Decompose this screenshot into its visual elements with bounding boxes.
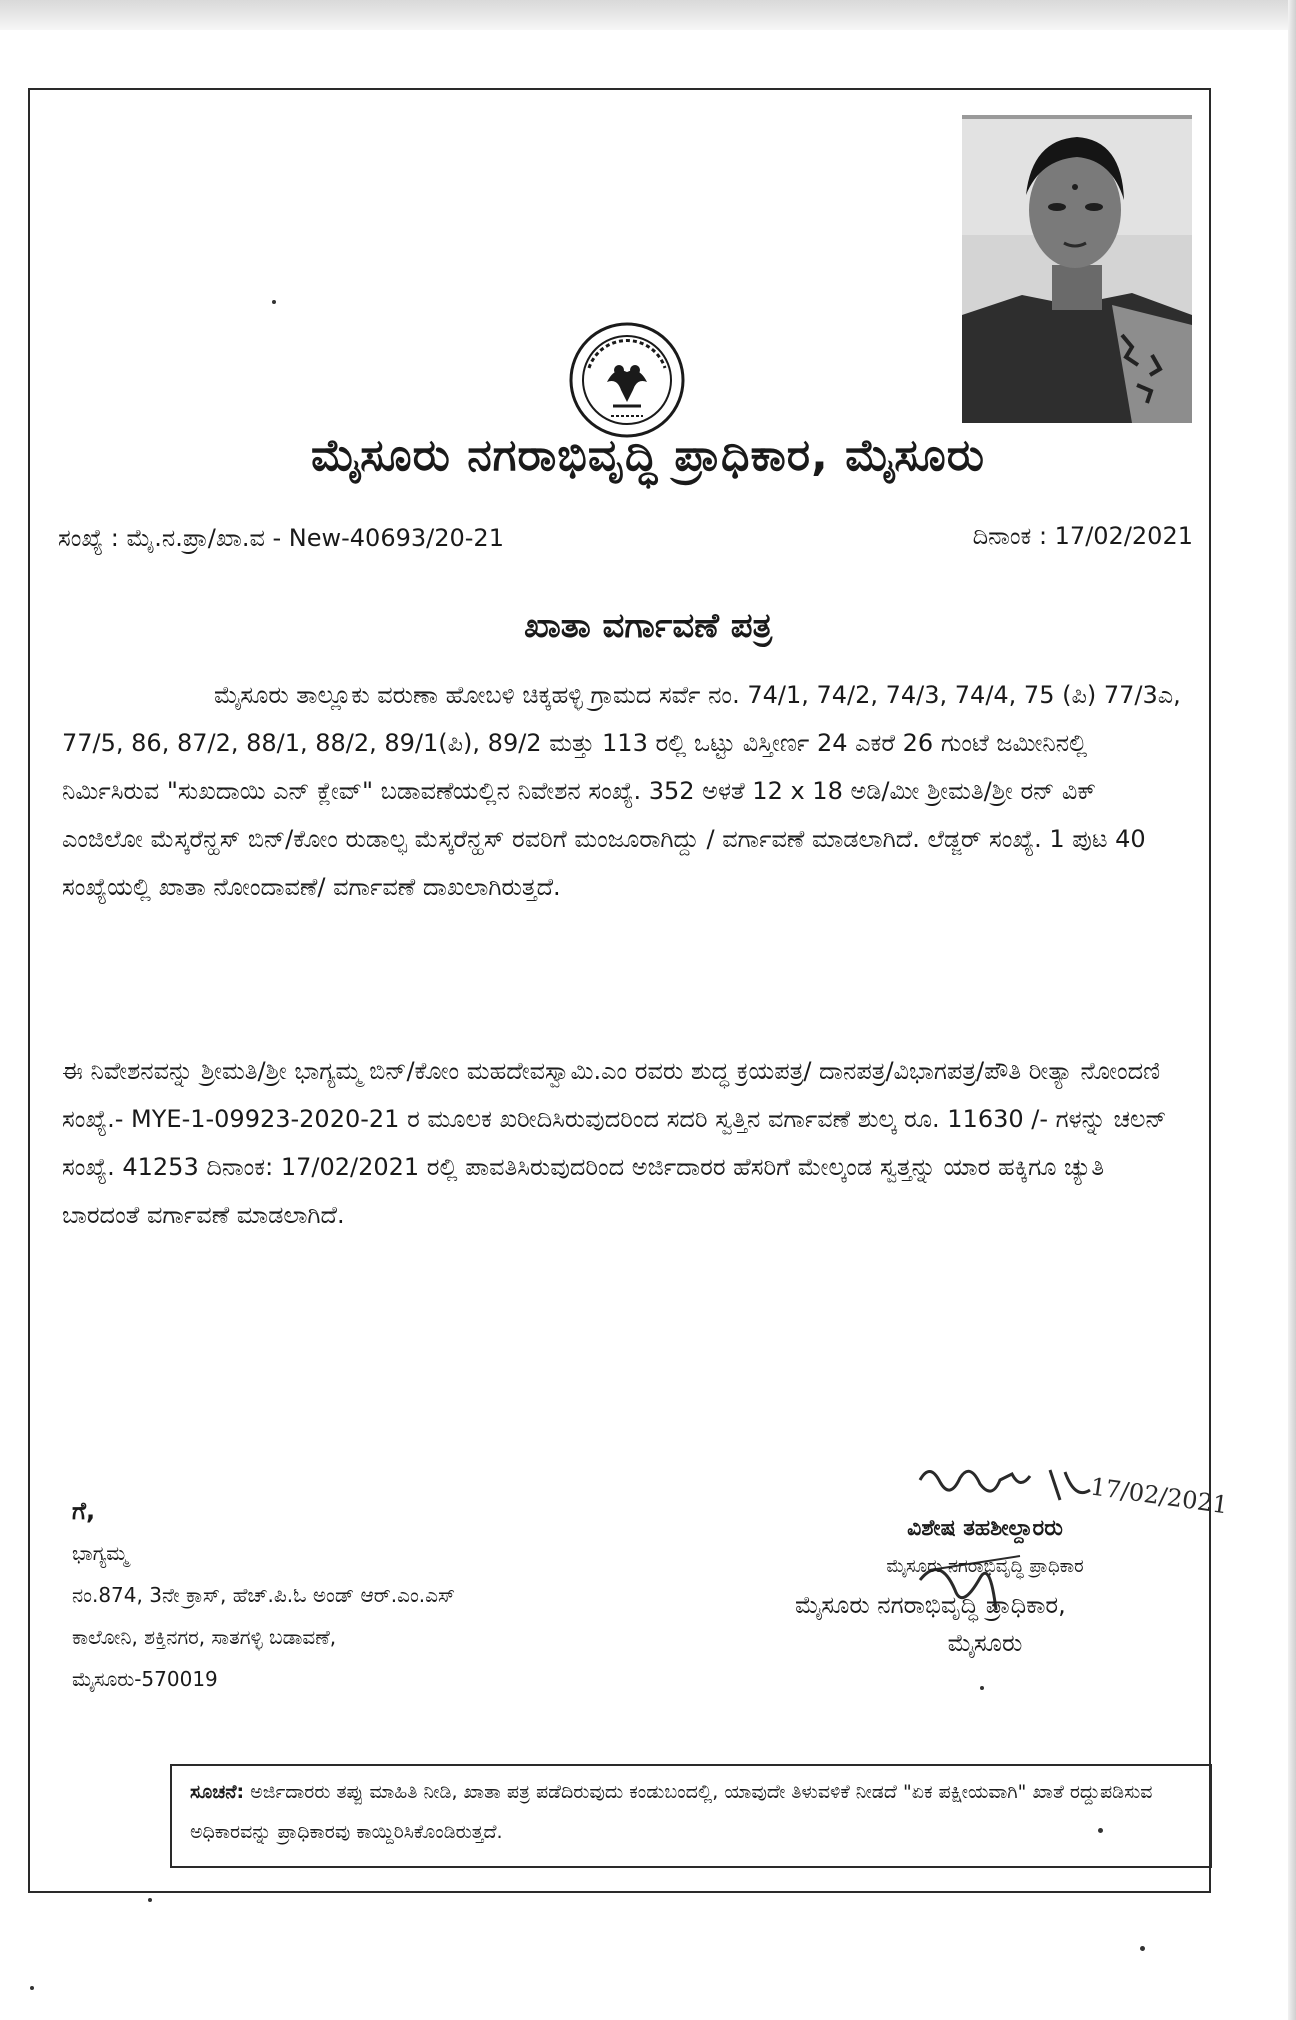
- signatory-block: [795, 1510, 1175, 1662]
- document-title: ಮೈಸೂರು ನಗರಾಭಿವೃದ್ಧಿ ಪ್ರಾಧಿಕಾರ, ಮೈಸೂರು: [311, 430, 985, 481]
- body-paragraph-1: ಮೈಸೂರು ತಾಲ್ಲೂಕು ವರುಣಾ ಹೋಬಳಿ ಚಿಕ್ಕಹಳ್ಳಿ ಗ್ರಾಮದ ಸರ್ವೆ ನಂ. 74/1, 74/2, 74/3, 74/4, 75 (ಪಿ) 77/3ಎ, 77/5, 86, 87/2, 88/1, 88/2, 89/1(ಪಿ), 89/2 ಮತ್ತು 113 ರಲ್ಲಿ ಒಟ್ಟು ವಿಸ್ತೀರ್ಣ 24 ಎಕರೆ 26 ಗುಂಟೆ ಜಮೀನಿನಲ್ಲಿ ನಿರ್ಮಿಸಿರುವ "ಸುಖದಾಯಿ ಎನ್ ಕ್ಲೇವ್" ಬಡಾವಣೆಯಲ್ಲಿನ ನಿವೇಶನ ಸಂಖ್ಯೆ. 352 ಅಳತೆ 12 x 18 ಅಡಿ/ಮೀ ಶ್ರೀಮತಿ/ಶ್ರೀ ರನ್ ವಿಕ್ ಎಂಜಿಲೋ ಮೆಸ್ಕರೆನ್ಹಸ್ ಬಿನ್/ಕೋಂ ರುಡಾಲ್ಫ ಮೆಸ್ಕರೆನ್ಹಸ್ ರವರಿಗೆ ಮಂಜೂರಾಗಿದ್ದು / ವರ್ಗಾವಣೆ ಮಾಡಲಾಗಿದೆ. ಲೆಡ್ಜರ್ ಸಂಖ್ಯೆ. 1 ಪುಟ 40 ಸಂಖ್ಯೆಯಲ್ಲಿ ಖಾತಾ ನೋಂದಾವಣೆ/ ವರ್ಗಾವಣೆ ದಾಖಲಾಗಿರುತ್ತದೆ.: [62, 681, 1181, 901]
- signatory-designation: ವಿಶೇಷ ತಹಶೀಲ್ದಾರರು: [907, 1516, 1063, 1541]
- authority-emblem-seal: [567, 320, 687, 440]
- scan-speck: [272, 300, 276, 304]
- scan-speck: [148, 1898, 152, 1902]
- scan-speck: [1098, 1828, 1103, 1833]
- addressee-block: [72, 1490, 455, 1700]
- applicant-photo: [962, 115, 1192, 423]
- notice-box: [170, 1764, 1212, 1868]
- addressee-name: ಭಾಗ್ಯಮ್ಮ: [72, 1541, 129, 1565]
- addressee-address-line-2: ಕಾಲೋನಿ, ಶಕ್ತಿನಗರ, ಸಾತಗಳ್ಳಿ ಬಡಾವಣೆ,: [72, 1625, 337, 1649]
- reference-number: ಸಂಖ್ಯೆ : ಮೈ.ನ.ಪ್ರಾ/ಖಾ.ವ - New-40693/20-21: [58, 524, 504, 552]
- signatory-authority-line-2: ಮೈಸೂರು: [947, 1629, 1023, 1657]
- signatory-stamp-text: ಮೈಸೂರು ನಗರಾಭಿವೃದ್ಧಿ ಪ್ರಾಧಿಕಾರ: [886, 1556, 1084, 1577]
- applicant-photo-image: [962, 115, 1192, 423]
- addressee-to-label: ಗೆ,: [72, 1497, 96, 1525]
- document-subtitle: ಖಾತಾ ವರ್ಗಾವಣೆ ಪತ್ರ: [523, 606, 773, 646]
- scan-speck: [980, 1686, 984, 1690]
- page-right-edge: [1288, 0, 1296, 2020]
- issue-date: ದಿನಾಂಕ : 17/02/2021: [972, 522, 1193, 550]
- page-top-shadow: [0, 0, 1296, 30]
- notice-text: ಅರ್ಜಿದಾರರು ತಪ್ಪು ಮಾಹಿತಿ ನೀಡಿ, ಖಾತಾ ಪತ್ರ ಪಡೆದಿರುವುದು ಕಂಡುಬಂದಲ್ಲಿ, ಯಾವುದೇ ತಿಳುವಳಿಕೆ ನೀಡದೆ "ಏಕ ಪಕ್ಷೀಯವಾಗಿ" ಖಾತೆ ರದ್ದುಪಡಿಸುವ ಅಧಿಕಾರವನ್ನು ಪ್ರಾಧಿಕಾರವು ಕಾಯ್ದಿರಿಸಿಕೊಂಡಿರುತ್ತದೆ.: [190, 1781, 1153, 1843]
- addressee-address-line-3: ಮೈಸೂರು-570019: [72, 1667, 218, 1691]
- scan-speck: [30, 1986, 34, 1990]
- scan-speck: [1140, 1946, 1145, 1951]
- body-paragraph-2: ಈ ನಿವೇಶನವನ್ನು ಶ್ರೀಮತಿ/ಶ್ರೀ ಭಾಗ್ಯಮ್ಮ ಬಿನ್/ಕೋಂ ಮಹದೇವಸ್ವಾಮಿ.ಎಂ ರವರು ಶುದ್ಧ ಕ್ರಯಪತ್ರ/ ದಾನಪತ್ರ/ವಿಭಾಗಪತ್ರ/ಪೌತಿ ರೀತ್ಯಾ ನೋಂದಣಿ ಸಂಖ್ಯೆ.- MYE-1-09923-2020-21 ರ ಮೂಲಕ ಖರೀದಿಸಿರುವುದರಿಂದ ಸದರಿ ಸ್ವತ್ತಿನ ವರ್ಗಾವಣೆ ಶುಲ್ಕ ರೂ. 11630 /- ಗಳನ್ನು ಚಲನ್ ಸಂಖ್ಯೆ. 41253 ದಿನಾಂಕ: 17/02/2021 ರಲ್ಲಿ ಪಾವತಿಸಿರುವುದರಿಂದ ಅರ್ಜಿದಾರರ ಹೆಸರಿಗೆ ಮೇಲ್ಕಂಡ ಸ್ವತ್ತನ್ನು ಯಾರ ಹಕ್ಕಿಗೂ ಚ್ಯುತಿ ಬಾರದಂತೆ ವರ್ಗಾವಣೆ ಮಾಡಲಾಗಿದೆ.: [62, 1057, 1167, 1229]
- addressee-address-line-1: ನಂ.874, 3ನೇ ಕ್ರಾಸ್, ಹೆಚ್.ಪಿ.ಓ ಅಂಡ್ ಆರ್.ಎಂ.ಎಸ್: [72, 1583, 456, 1607]
- signatory-authority-line-1: ಮೈಸೂರು ನಗರಾಭಿವೃದ್ಧಿ ಪ್ರಾಧಿಕಾರ,: [795, 1591, 1066, 1619]
- handwritten-date: 17/02/2021: [1088, 1472, 1230, 1520]
- notice-label: ಸೂಚನೆ:: [190, 1781, 245, 1803]
